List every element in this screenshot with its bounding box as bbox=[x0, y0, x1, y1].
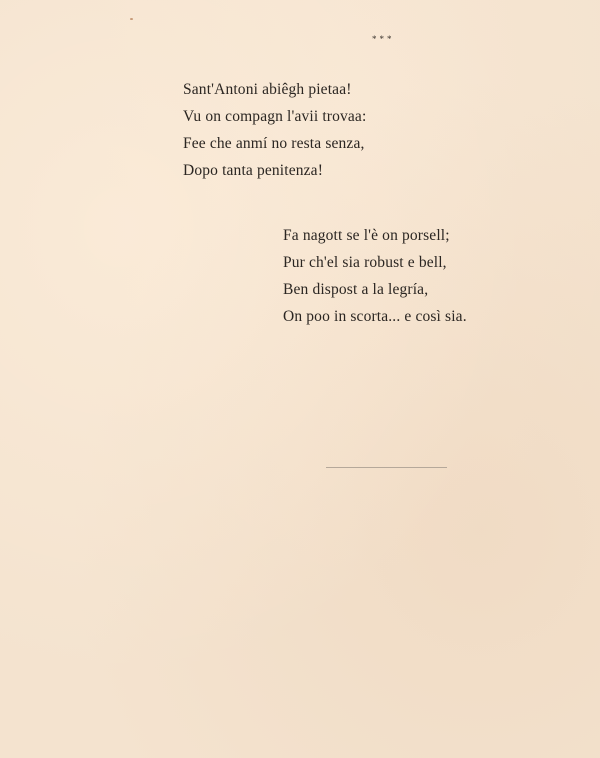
verse-line: Dopo tanta penitenza! bbox=[183, 162, 324, 179]
verse-line: Fa nagott se l'è on porsell; bbox=[283, 227, 450, 244]
verse-line: Fee che anmí no resta senza, bbox=[183, 135, 365, 152]
verse-line: Ben dispost a la legría, bbox=[283, 281, 429, 298]
verse-line: Vu on compagn l'avii trovaa: bbox=[183, 108, 367, 125]
stanza-1 bbox=[183, 76, 366, 184]
end-rule bbox=[326, 467, 447, 468]
paper-speck bbox=[130, 18, 133, 20]
stanza-2 bbox=[283, 222, 467, 330]
section-ornament: *** bbox=[372, 34, 395, 44]
verse-line: On poo in scorta... e così sia. bbox=[283, 308, 467, 325]
verse-line: Pur ch'el sia robust e bell, bbox=[283, 254, 447, 271]
verse-line: Sant'Antoni abiêgh pietaa! bbox=[183, 81, 352, 98]
